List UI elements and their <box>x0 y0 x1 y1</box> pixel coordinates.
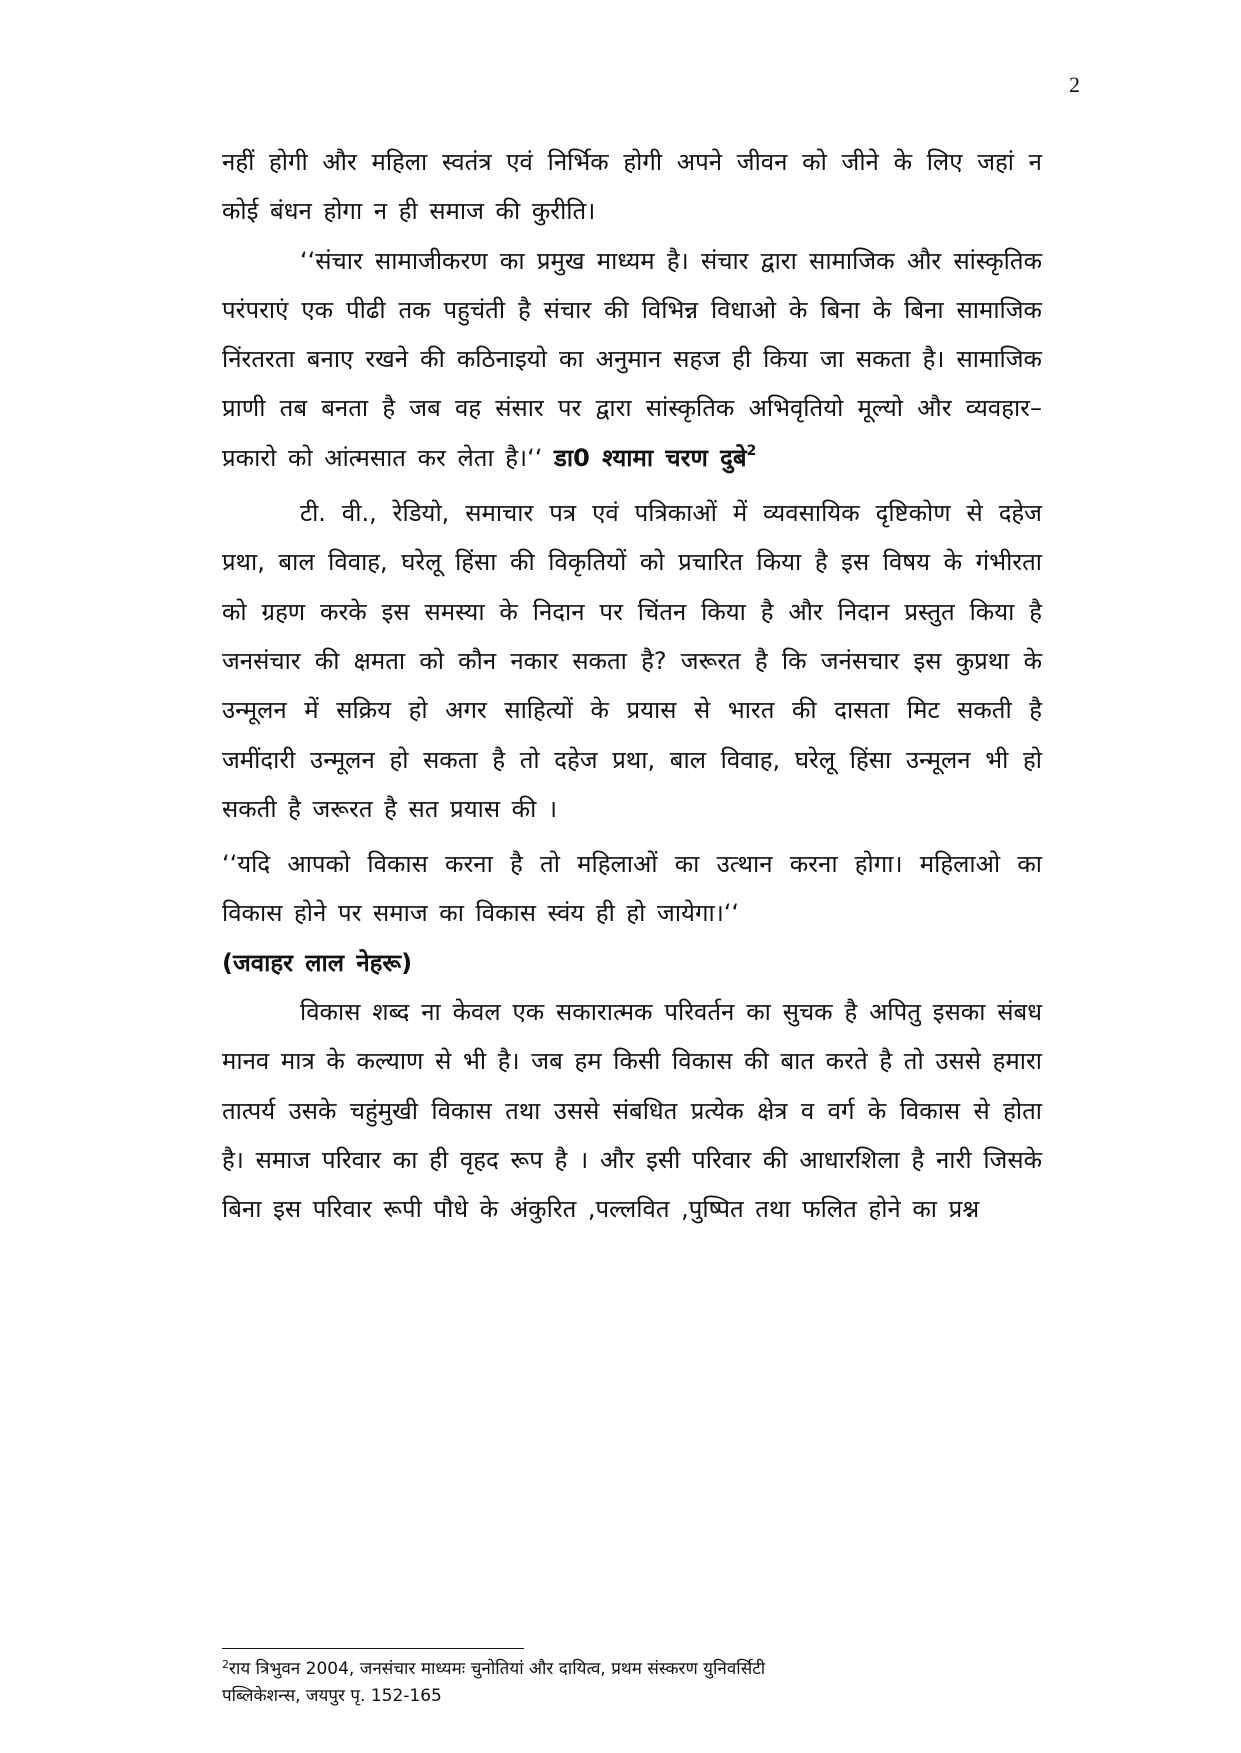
footnote <box>222 1656 1022 1710</box>
body-text <box>222 138 1042 1235</box>
page-number: 2 <box>1069 72 1080 97</box>
footnote-reference: 2 <box>746 442 757 459</box>
quote-2-text: ‘‘यदि आपको विकास करना है तो महिलाओं का उत्थान करना होगा। महिलाओ का विकास होने पर समाज का विकास स्वंय ही हो जायेगा।‘‘ <box>222 850 1042 928</box>
paragraph-5: विकास शब्द ना केवल एक सकारात्मक परिवर्तन का सुचक है अपितु इसका संबध मानव मात्र के कल्याण से भी है। जब हम किसी विकास की बात करते है तो उससे हमारा तात्पर्य उसके चहुंमुखी विकास तथा उससे संबधित प्रत्येक क्षेत्र व वर्ग के विकास से होता है। समाज परिवार का ही वृहद रूप है । और इसी परिवार की आधारशिला है नारी जिसके बिना इस परिवार रूपी पौधे के अंकुरित ,पल्लवित ,पुष्पित तथा फलित होने का प्रश्न <box>222 998 1042 1224</box>
quote-paragraph-2 <box>222 840 1042 988</box>
quote-paragraph-1 <box>222 237 1042 483</box>
paragraph-3: टी. वी., रेडियो, समाचार पत्र एवं पत्रिकाओं में व्यवसायिक दृष्टिकोण से दहेज प्रथा, बाल विवाह, घरेलू हिंसा की विकृतियों को प्रचारित किया है इस विषय के गंभीरता को ग्रहण करके इस समस्या के निदान पर चिंतन किया है और निदान प्रस्तुत किया है जनसंचार की क्षमता को कौन नकार सकता है? जरूरत है कि जनंसचार इस कुप्रथा के उन्मूलन में सक्रिय हो अगर साहित्यों के प्रयास से भारत की दासता मिट सकती है जमींदारी उन्मूलन हो सकता है तो दहेज प्रथा, बाल विवाह, घरेलू हिंसा उन्मूलन भी हो सकती है जरूरत है सत प्रयास की । <box>222 499 1042 823</box>
footnote-divider <box>222 1648 524 1649</box>
paragraph-1: नहीं होगी और महिला स्वतंत्र एवं निर्भिक होगी अपने जीवन को जीने के लिए जहां न कोई बंधन होगा न ही समाज की कुरीति। <box>222 148 1042 226</box>
quote-1-author: डा0 श्यामा चरण दुबे <box>554 443 747 472</box>
footnote-mark: 2 <box>222 1658 229 1671</box>
quote-2-author: (जवाहर लाल नेहरू) <box>222 948 413 977</box>
quote-1-text: ‘‘संचार सामाजीकरण का प्रमुख माध्यम है। संचार द्वारा सामाजिक और सांस्कृतिक परंपराएं एक पीढी तक पहुचंती है संचार की विभिन्न विधाओ के बिना के बिना सामाजिक निंरतरता बनाए रखने की कठिनाइयो का अनुमान सहज ही किया जा सकता है। सामाजिक प्राणी तब बनता है जब वह संसार पर द्वारा सांस्कृतिक अभिवृतियो मूल्यो और व्यवहार– प्रकारो को आंत्मसात कर लेता है।‘‘ <box>222 246 1042 472</box>
footnote-line-2: पब्लिकेशन्स, जयपुर पृ. 152-165 <box>222 1686 442 1706</box>
footnote-text-1: राय त्रिभुवन 2004, जनसंचार माध्यमः चुनोतियां और दायित्व, प्रथम संस्करण युनिवर्सिटी <box>229 1659 766 1679</box>
footnote-line-1 <box>222 1656 1022 1683</box>
